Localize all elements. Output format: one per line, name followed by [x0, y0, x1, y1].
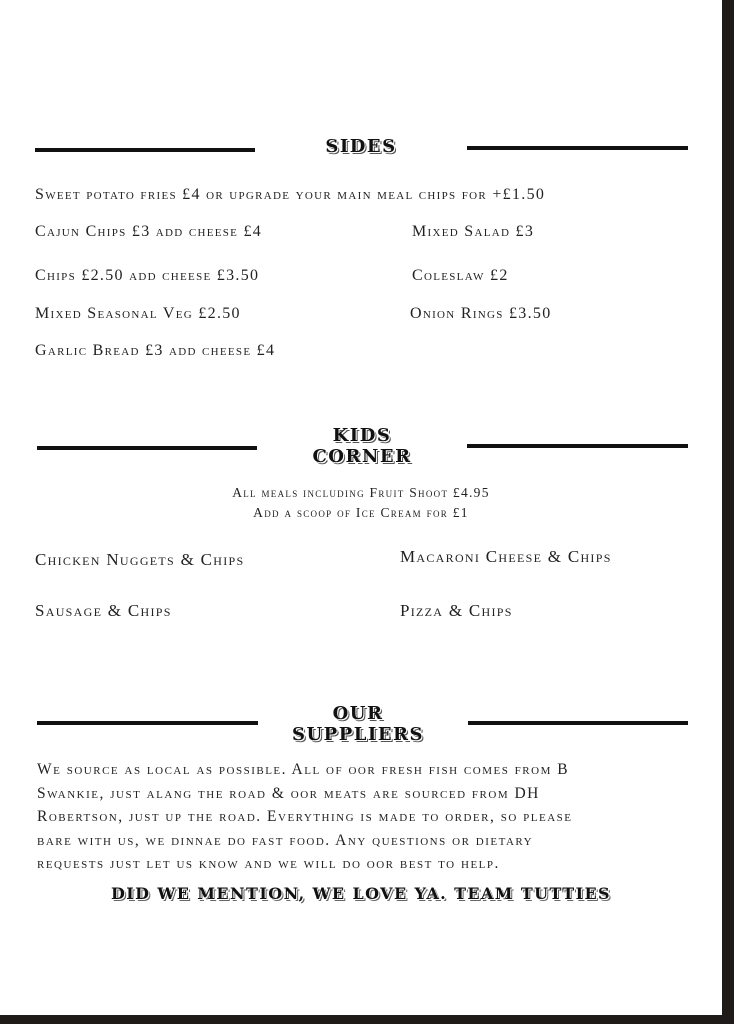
- kids-note-fruit-shoot: All meals including Fruit Shoot £4.95: [232, 485, 490, 500]
- kids-item-pizza: Pizza & Chips: [400, 601, 513, 620]
- sides-item-cajun-chips: Cajun Chips £3 add cheese £4: [35, 223, 263, 240]
- sides-rule-left: [35, 148, 255, 152]
- sides-item-garlic-bread: Garlic Bread £3 add cheese £4: [35, 342, 276, 359]
- tagline: DID WE MENTION, WE LOVE YA. TEAM TUTTIES: [110, 884, 612, 903]
- sides-heading: SIDES: [325, 136, 397, 157]
- sides-item-chips: Chips £2.50 add cheese £3.50: [35, 267, 260, 284]
- sides-upgrade-note: Sweet potato fries £4 or upgrade your main meal chips for +£1.50: [35, 186, 546, 203]
- kids-item-sausage: Sausage & Chips: [35, 601, 172, 620]
- suppliers-line: We source as local as possible. All of oor fresh fish comes from B: [37, 761, 570, 778]
- sides-item-mixed-veg: Mixed Seasonal Veg £2.50: [35, 305, 241, 322]
- suppliers-line: requests just let us know and we will do oor best to help.: [37, 855, 500, 872]
- suppliers-paragraph: [37, 758, 647, 876]
- kids-rule-left: [37, 446, 257, 450]
- kids-item-macaroni-cheese: Macaroni Cheese & Chips: [400, 547, 612, 566]
- kids-heading: [257, 425, 467, 467]
- suppliers-heading-line1: OUR: [332, 703, 384, 724]
- suppliers-line: Robertson, just up the road. Everything is made to order, so please: [37, 808, 573, 825]
- sides-item-onion-rings: Onion Rings £3.50: [410, 305, 552, 322]
- suppliers-line: bare with us, we dinnae do fast food. Any questions or dietary: [37, 831, 534, 849]
- sides-rule-right: [467, 146, 688, 150]
- suppliers-rule-left: [37, 721, 258, 725]
- suppliers-heading-line2: SUPPLIERS: [291, 724, 425, 745]
- kids-heading-line2: CORNER: [312, 446, 412, 467]
- suppliers-line: Swankie, just alang the road & oor meats are sourced from DH: [37, 784, 540, 802]
- sides-item-mixed-salad: Mixed Salad £3: [412, 223, 535, 240]
- kids-rule-right: [467, 444, 688, 448]
- kids-item-chicken-nuggets: Chicken Nuggets & Chips: [35, 550, 245, 569]
- kids-note-ice-cream: Add a scoop of Ice Cream for £1: [253, 505, 469, 520]
- sides-item-coleslaw: Coleslaw £2: [412, 267, 509, 284]
- kids-heading-line1: KIDS: [332, 425, 392, 446]
- suppliers-rule-right: [468, 721, 688, 725]
- suppliers-heading: [258, 703, 458, 745]
